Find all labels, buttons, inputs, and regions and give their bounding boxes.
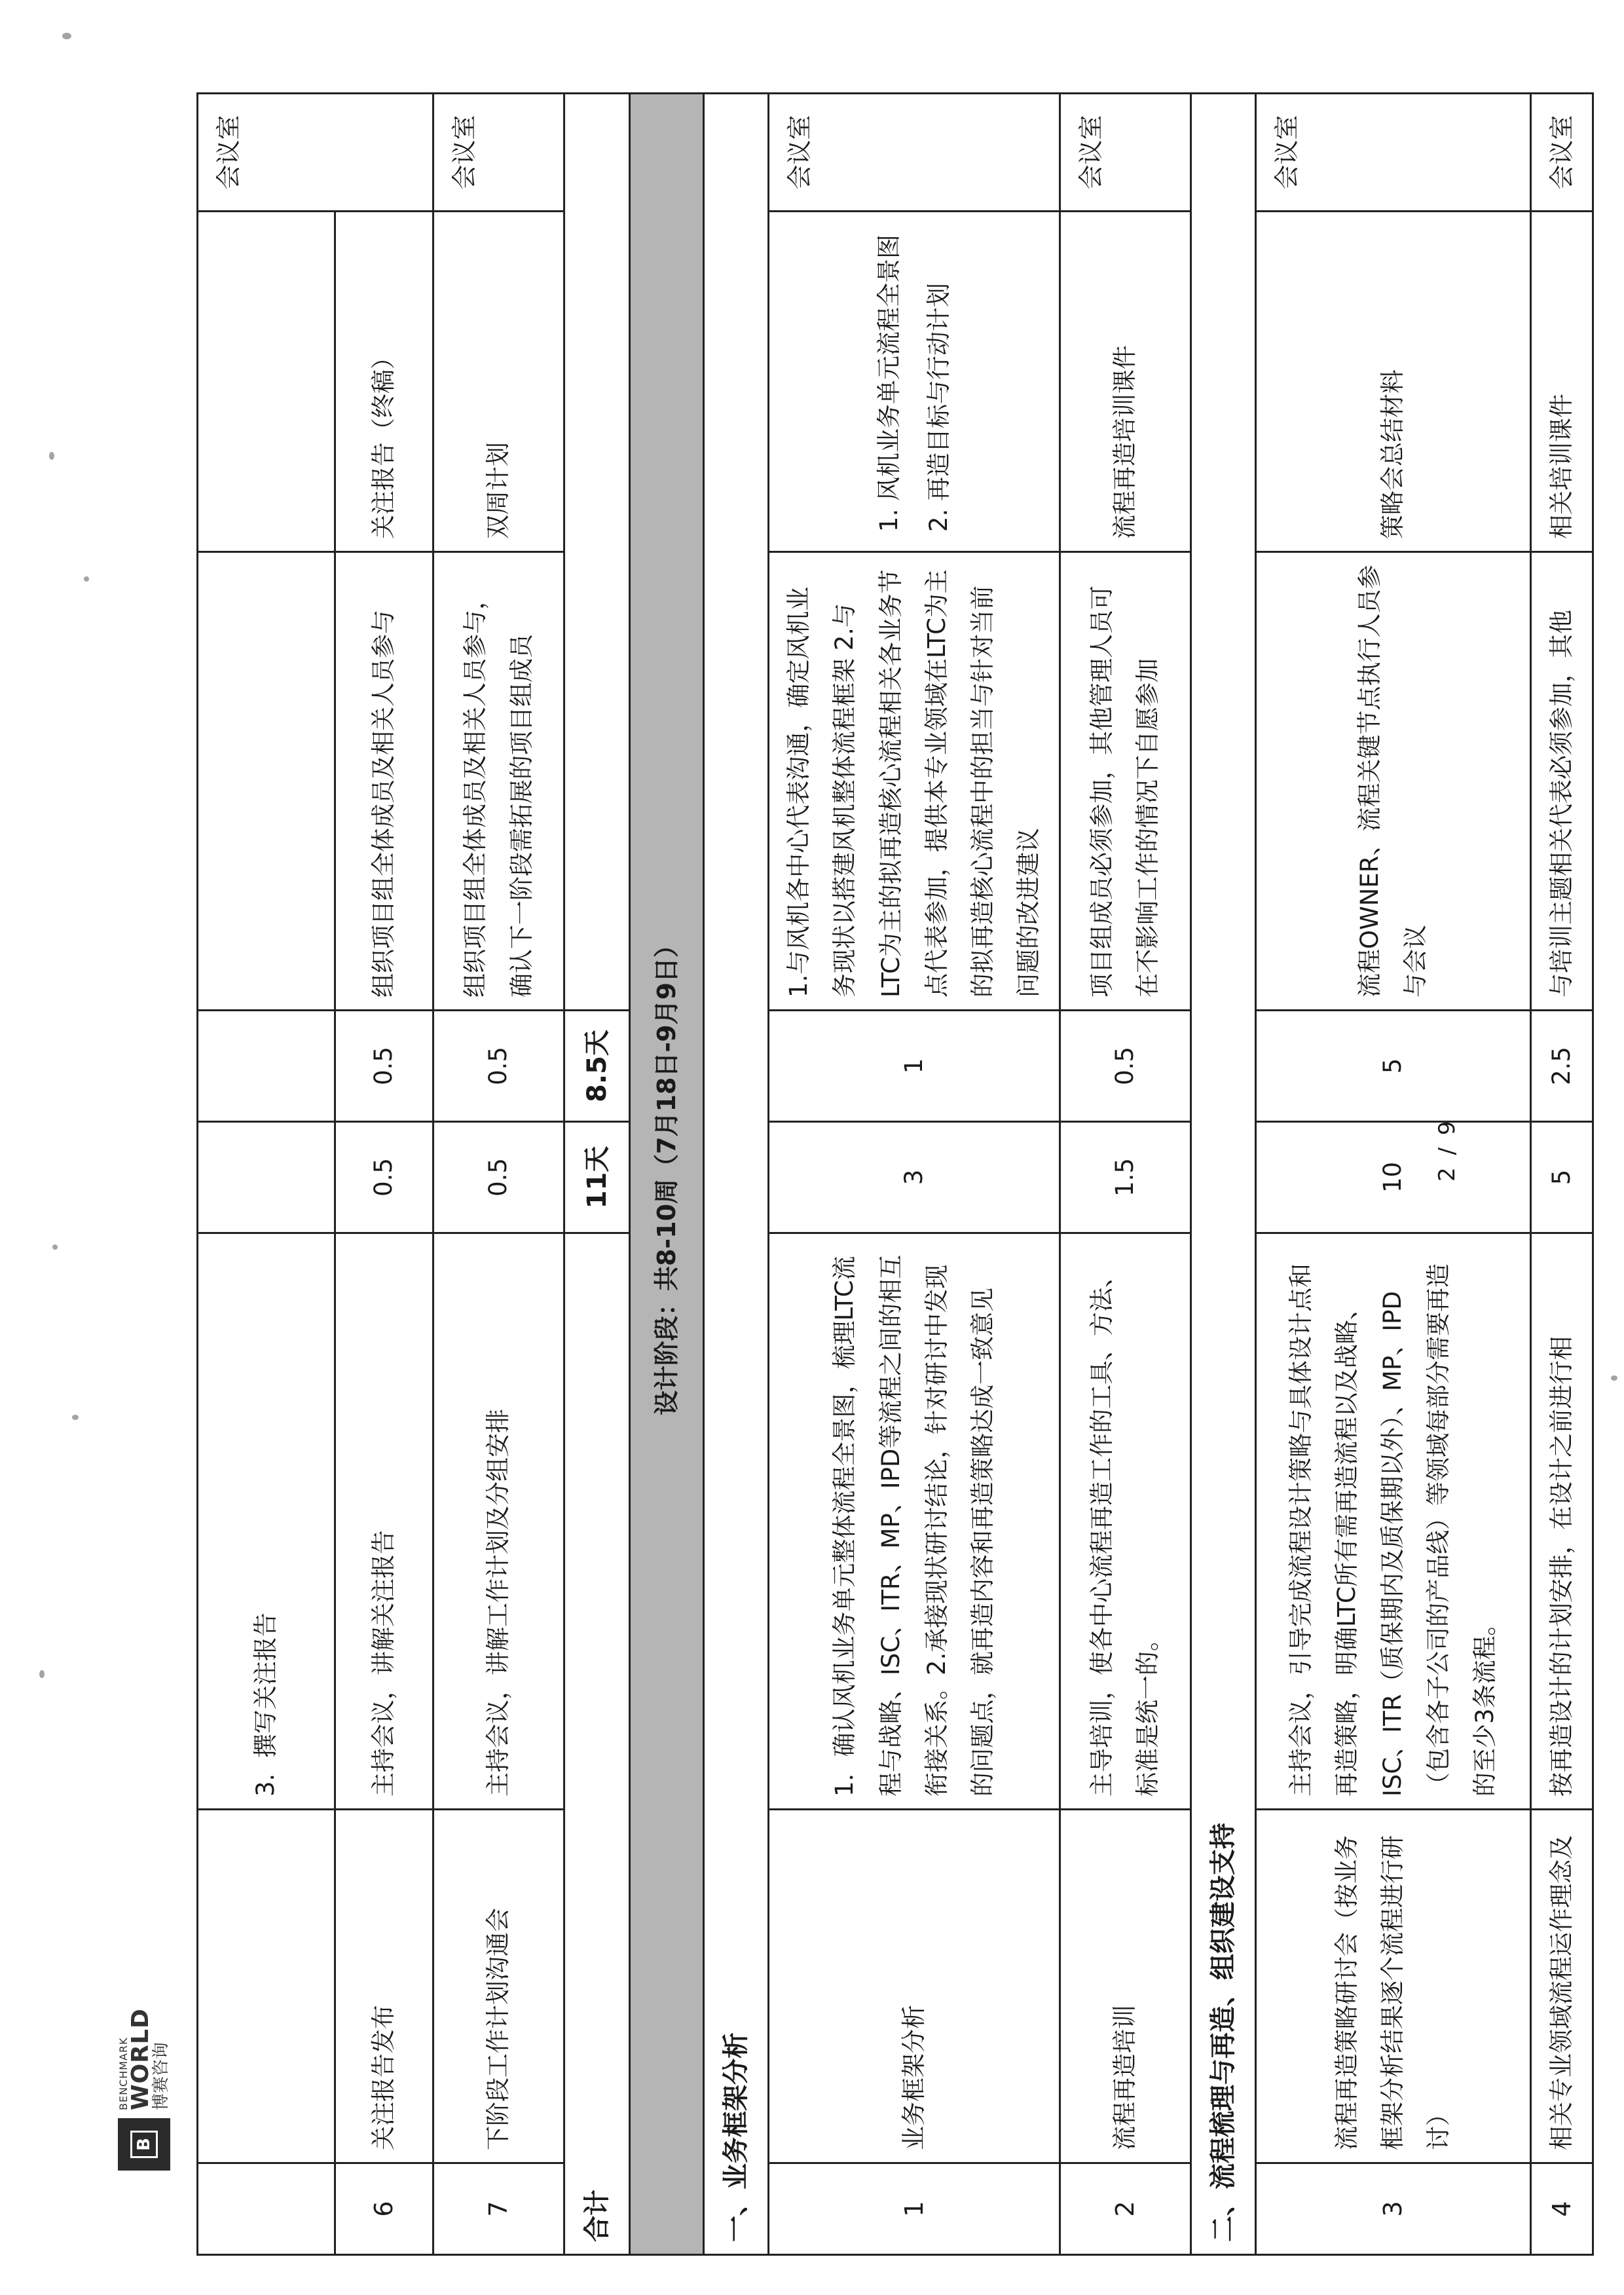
participants: 流程OWNER、流程关键节点执行人员参与会议 bbox=[1255, 552, 1530, 1011]
task-content: 主导培训，使各中心流程再造工作的工具、方法、标准是统一的。 bbox=[1060, 1233, 1190, 1810]
days-consultant: 5 bbox=[1530, 1122, 1593, 1233]
venue: 会议室 bbox=[198, 94, 434, 212]
section-header-row bbox=[704, 94, 769, 2255]
section-title: 一、业务框架分析 bbox=[704, 94, 769, 2255]
company-logo bbox=[118, 2008, 170, 2171]
days-consultant: 0.5 bbox=[335, 1122, 434, 1233]
task-name: 流程再造策略研讨会（按业务框架分析结果逐个流程进行研讨） bbox=[1255, 1810, 1530, 2163]
participants bbox=[198, 552, 335, 1011]
table-row bbox=[769, 94, 1060, 2255]
days-consultant: 1.5 bbox=[1060, 1122, 1190, 1233]
total-empty bbox=[564, 94, 630, 1011]
page-number: 2 / 9 bbox=[1434, 1118, 1460, 1182]
phase-banner-row bbox=[630, 94, 704, 2255]
table-row bbox=[198, 94, 335, 2255]
days-consultant: 3 bbox=[769, 1122, 1060, 1233]
table-row bbox=[1255, 94, 1530, 2255]
task-name: 流程再造培训 bbox=[1060, 1810, 1190, 2163]
table-row bbox=[434, 94, 564, 2255]
logo-mark: B bbox=[118, 2118, 170, 2171]
task-content: 按再造设计的计划安排，在设计之前进行相 bbox=[1530, 1233, 1593, 1810]
deliverable: 相关培训课件 bbox=[1530, 212, 1593, 552]
deliverable bbox=[769, 212, 1060, 552]
days-client: 5 bbox=[1255, 1011, 1530, 1122]
row-number: 4 bbox=[1530, 2163, 1593, 2255]
table-row bbox=[335, 94, 434, 2255]
section-title: 二、流程梳理与再造、组织建设支持 bbox=[1190, 94, 1255, 2255]
task-name: 下阶段工作计划沟通会 bbox=[434, 1810, 564, 2163]
table-row bbox=[1530, 94, 1593, 2255]
row-number: 7 bbox=[434, 2163, 564, 2255]
task-content: 主持会议，引导完成流程设计策略与具体设计点和再造策略，明确LTC所有需再造流程以及战略、ISC、ITR（质保期内及质保期以外）、MP、IPD（包含各子公司的产品线）等领域每部分需要再造的至少3条流程。 bbox=[1255, 1233, 1530, 1810]
days-client: 0.5 bbox=[1060, 1011, 1190, 1122]
task-content: 1．确认风机业务单元整体流程全景图，梳理LTC流程与战略、ISC、ITR、MP、IPD等流程之间的相互衔接关系。2.承接现状研讨结论，针对研讨中发现的问题点，就再造内容和再造策略达成一致意见 bbox=[769, 1233, 1060, 1810]
days-consultant: 0.5 bbox=[434, 1122, 564, 1233]
row-number: 1 bbox=[769, 2163, 1060, 2255]
participants: 组织项目组全体成员及相关人员参与 bbox=[335, 552, 434, 1011]
days-client bbox=[198, 1011, 335, 1122]
participants: 与培训主题相关代表必须参加，其他 bbox=[1530, 552, 1593, 1011]
logo-cn-text: 博赛咨询 bbox=[151, 2042, 171, 2110]
days-client: 0.5 bbox=[434, 1011, 564, 1122]
deliverable: 双周计划 bbox=[434, 212, 564, 552]
total-days-client: 8.5天 bbox=[564, 1011, 630, 1122]
task-content: 主持会议，讲解工作计划及分组安排 bbox=[434, 1233, 564, 1810]
venue: 会议室 bbox=[1060, 94, 1190, 212]
participants: 组织项目组全体成员及相关人员参与，确认下一阶段需拓展的项目组成员 bbox=[434, 552, 564, 1011]
section-header-row bbox=[1190, 94, 1255, 2255]
task-name bbox=[198, 1810, 335, 2163]
days-client: 2.5 bbox=[1530, 1011, 1593, 1122]
logo-big-text: WORLD bbox=[127, 2008, 154, 2110]
task-name: 相关专业领域流程运作理念及 bbox=[1530, 1810, 1593, 2163]
schedule-table bbox=[196, 92, 1594, 2256]
participants: 1.与风机各中心代表沟通，确定风机业务现状以搭建风机整体流程框架 2.与LTC为主的拟再造核心流程相关各业务节点代表参加，提供本专业领域在LTC为主的拟再造核心流程中的担当与针对当前问题的改进建议 bbox=[769, 552, 1060, 1011]
deliverable-item: 2. 再造目标与行动计划 bbox=[916, 224, 962, 501]
venue: 会议室 bbox=[1530, 94, 1593, 212]
total-row bbox=[564, 94, 630, 2255]
task-name: 关注报告发布 bbox=[335, 1810, 434, 2163]
logo-small-text: BENCHMARK bbox=[117, 2037, 130, 2110]
row-number bbox=[198, 2163, 335, 2255]
deliverable-item: 1. 风机业务单元流程全景图 bbox=[866, 224, 912, 501]
row-number: 6 bbox=[335, 2163, 434, 2255]
deliverable: 策略会总结材料 bbox=[1255, 212, 1530, 552]
total-days-consultant: 11天 bbox=[564, 1122, 630, 1233]
deliverable: 流程再造培训课件 bbox=[1060, 212, 1190, 552]
deliverable: 关注报告（终稿） bbox=[335, 212, 434, 552]
days-client: 0.5 bbox=[335, 1011, 434, 1122]
total-label: 合计 bbox=[564, 1233, 630, 2255]
venue: 会议室 bbox=[1255, 94, 1530, 212]
participants: 项目组成员必须参加，其他管理人员可在不影响工作的情况下自愿参加 bbox=[1060, 552, 1190, 1011]
phase-banner: 设计阶段：共8-10周（7月18日-9月9日） bbox=[630, 94, 704, 2255]
task-name: 业务框架分析 bbox=[769, 1810, 1060, 2163]
days-client: 1 bbox=[769, 1011, 1060, 1122]
row-number: 2 bbox=[1060, 2163, 1190, 2255]
task-content: 3. 撰写关注报告 bbox=[198, 1233, 335, 1810]
task-content: 主持会议，讲解关注报告 bbox=[335, 1233, 434, 1810]
days-consultant bbox=[198, 1122, 335, 1233]
row-number: 3 bbox=[1255, 2163, 1530, 2255]
venue: 会议室 bbox=[434, 94, 564, 212]
deliverable bbox=[198, 212, 335, 552]
days-consultant: 10 bbox=[1255, 1122, 1530, 1233]
venue: 会议室 bbox=[769, 94, 1060, 212]
table-row bbox=[1060, 94, 1190, 2255]
